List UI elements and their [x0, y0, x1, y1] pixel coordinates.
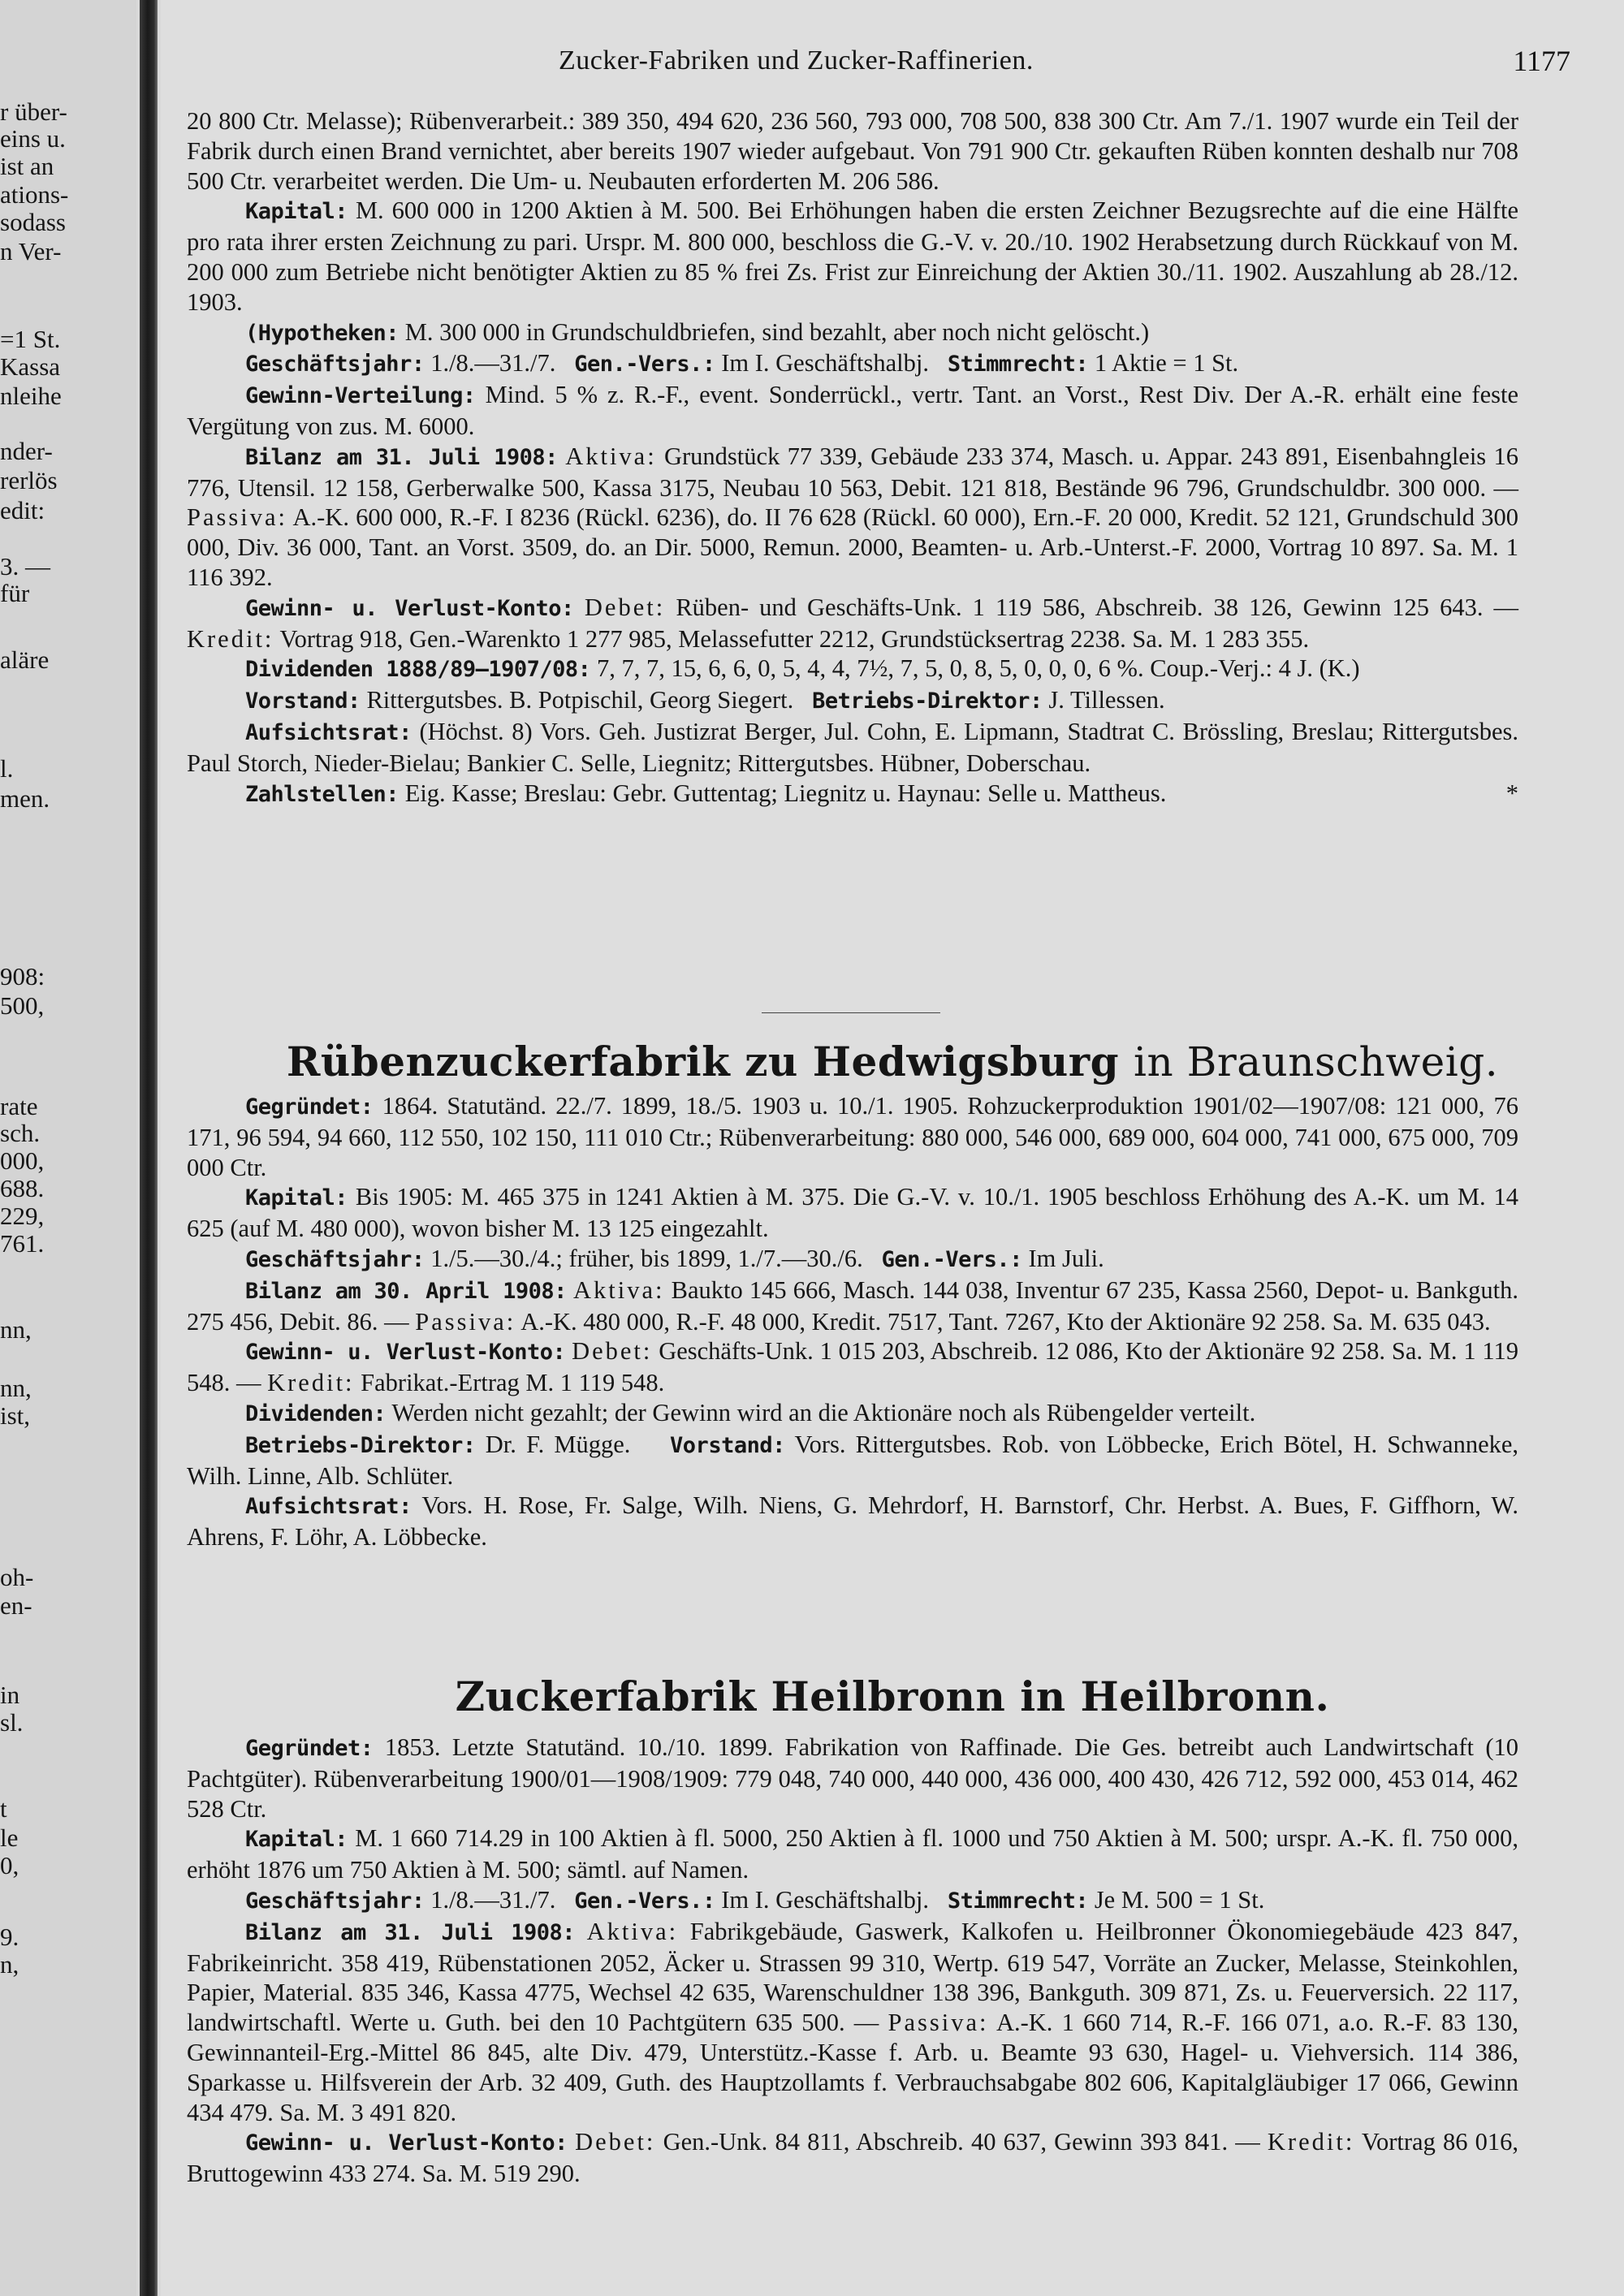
- guv-label: Gewinn- u. Verlust-Konto:: [245, 595, 574, 621]
- running-header-title: Zucker-Fabriken und Zucker-Raffinerien.: [559, 45, 1034, 76]
- left-page-line-fragment: ations-: [0, 180, 69, 209]
- page-number: 1177: [1513, 45, 1570, 77]
- left-page-line-fragment: l.: [0, 754, 14, 783]
- gegruendet-text: 1853. Letzte Statutänd. 10./10. 1899. Fabrikation von Raffinade. Die Ges. betreibt auch Landwirtschaft (10 Pachtgüter). Rübenverarbeitung 1900/01—1908/1909: 779 048, 740 000, 440 000, 436 000, 400 430, 426 712, 592 000, 453 014, 462 528 Ctr.: [187, 1733, 1518, 1823]
- guv-paragraph: [187, 2127, 1518, 2189]
- company-title-location: in Braunschweig.: [1134, 1038, 1499, 1085]
- zahlstellen-paragraph: [187, 779, 1518, 810]
- previous-page-fragment: [0, 0, 136, 2296]
- aufsichtsrat-text: (Höchst. 8) Vors. Geh. Justizrat Berger, Jul. Cohn, E. Lipmann, Stadtrat C. Brössling, Breslau; Rittergutsbes. Paul Storch, Nieder-Bielau; Bankier C. Selle, Liegnitz; Rittergutsbes. Hübner, Doberschau.: [187, 717, 1519, 777]
- kredit-text: Fabrikat.-Ertrag M. 1 119 548.: [361, 1369, 665, 1397]
- left-page-line-fragment: in: [0, 1681, 20, 1709]
- kapital-paragraph: [187, 196, 1518, 317]
- gegruendet-paragraph: [187, 1091, 1518, 1182]
- intro-paragraph: 20 800 Ctr. Melasse); Rübenverarbeit.: 389 350, 494 620, 236 560, 793 000, 708 500, 838 300 Ctr. Am 7./1. 1907 wurde ein Teil der Fabrik durch einen Brand vernichtet, aber bereits 1907 wieder aufgebaut. Von 791 900 Ctr. gekauften Rüben konnten deshalb nur 708 500 Ctr. verarbeitet werden. Die Um- u. Neubauten erforderten M. 206 586.: [187, 107, 1518, 195]
- passiva-word: Passiva:: [415, 1307, 516, 1336]
- kapital-text: Bis 1905: M. 465 375 in 1241 Aktien à M. 375. Die G.-V. v. 10./1. 1905 beschloss Erhöhung des A.-K. um M. 14 625 (auf M. 480 000), wovon bisher M. 13 125 eingezahlt.: [187, 1183, 1518, 1243]
- company-title-hedwigsburg: [161, 1038, 1624, 1085]
- debet-word: Debet:: [584, 593, 666, 621]
- geschaeftsjahr-paragraph: [187, 1885, 1518, 1917]
- aktiva-word: Aktiva:: [586, 1917, 679, 1945]
- geschaeftsjahr-text: 1./5.—30./4.; früher, bis 1899, 1./7.—30./6.: [430, 1244, 863, 1272]
- gegruendet-text: 1864. Statutänd. 22./7. 1899, 18./5. 1903 u. 10./1. 1905. Rohzuckerproduktion 1901/02—1907/08: 121 000, 76 171, 96 594, 94 660, 112 550, 102 150, 111 010 Ctr.; Rübenverarbeitung: 880 000, 546 000, 689 000, 604 000, 741 000, 675 000, 709 000 Ctr.: [187, 1092, 1519, 1181]
- section-continuation: [187, 106, 1518, 809]
- stimmrecht-text: Je M. 500 = 1 St.: [1094, 1885, 1265, 1914]
- left-page-line-fragment: 000,: [0, 1146, 45, 1175]
- book-gutter: [140, 0, 158, 2296]
- dividenden-paragraph: [187, 654, 1518, 685]
- left-page-line-fragment: en-: [0, 1591, 32, 1620]
- left-page-line-fragment: ist an: [0, 152, 54, 180]
- aktiva-word: Aktiva:: [573, 1275, 665, 1304]
- left-page-line-fragment: rate: [0, 1092, 38, 1120]
- left-page-line-fragment: n Ver-: [0, 237, 62, 265]
- kapital-paragraph: [187, 1182, 1518, 1244]
- left-page-line-fragment: nn,: [0, 1315, 32, 1344]
- left-page-line-fragment: sl.: [0, 1708, 24, 1737]
- aktiva-word: Aktiva:: [565, 442, 657, 470]
- vorstand-label: Vorstand:: [670, 1432, 785, 1458]
- hypotheken-paragraph: [187, 317, 1518, 349]
- kapital-text: M. 600 000 in 1200 Aktien à M. 500. Bei Erhöhungen haben die ersten Zeichner Bezugsrechte auf die eine Hälfte pro rata ihrer ersten Zeichnung zu pari. Urspr. M. 800 000, beschloss die G.-V. v. 20./10. 1902 Herabsetzung durch Rückkauf von M. 200 000 zum Betriebe nicht benötigter Aktien zu 85 % frei Zs. Frist zur Einreichung der Aktien 30./11. 1902. Auszahlung ab 28./12. 1903.: [187, 196, 1519, 316]
- kapital-label: Kapital:: [245, 1827, 348, 1853]
- aufsichtsrat-paragraph: [187, 1491, 1518, 1552]
- left-page-line-fragment: rerlös: [0, 466, 58, 494]
- kapital-text: M. 1 660 714.29 in 100 Aktien à fl. 5000, 250 Aktien à fl. 1000 und 750 Aktien à M. 500; urspr. A.-K. fl. 750 000, erhöht 1876 um 750 Aktien à M. 500; sämtl. auf Namen.: [187, 1824, 1519, 1884]
- geschaeftsjahr-text: 1./8.—31./7.: [430, 349, 556, 378]
- bilanz-label: Bilanz am 31. Juli 1908:: [245, 1919, 576, 1945]
- section-divider: [762, 1012, 940, 1013]
- debet-word: Debet:: [575, 2128, 656, 2156]
- stimmrecht-text: 1 Aktie = 1 St.: [1094, 349, 1239, 378]
- bilanz-paragraph: [187, 1917, 1518, 2128]
- page: [161, 0, 1624, 2296]
- guv-label: Gewinn- u. Verlust-Konto:: [245, 1340, 566, 1366]
- dividenden-label: Dividenden 1888/89—1907/08:: [245, 657, 591, 683]
- stimmrecht-label: Stimmrecht:: [947, 352, 1089, 378]
- betriebsdirektor-text: Dr. F. Mügge.: [485, 1430, 631, 1458]
- betriebsdirektor-text: J. Tillessen.: [1048, 686, 1165, 714]
- running-header: [161, 45, 1624, 81]
- gegruendet-label: Gegründet:: [245, 1094, 374, 1120]
- aufsichtsrat-paragraph: [187, 717, 1518, 779]
- vorstand-label: Vorstand:: [245, 688, 361, 714]
- passiva-text: A.-K. 600 000, R.-F. I 8236 (Rückl. 6236), do. II 76 628 (Rückl. 60 000), Ern.-F. 20 000, Kredit. 52 121, Grundschuld 300 000, Div. 36 000, Tant. an Vorst. 3509, do. an Dir. 5000, Remun. 2000, Beamten- u. Arb.-Unterst.-F. 2000, Vortrag 10 897. Sa. M. 1 116 392.: [187, 503, 1518, 591]
- genvers-text: Im Juli.: [1028, 1244, 1104, 1272]
- left-page-line-fragment: aläre: [0, 645, 50, 674]
- gewinnverteilung-paragraph: [187, 380, 1518, 442]
- kredit-word: Kredit:: [1267, 2128, 1355, 2156]
- kredit-word: Kredit:: [187, 624, 274, 653]
- geschaeftsjahr-text: 1./8.—31./7.: [430, 1885, 556, 1914]
- guv-label: Gewinn- u. Verlust-Konto:: [245, 2130, 568, 2156]
- vorstand-text: Vors. Rittergutsbes. Rob. von Löbbecke, Erich Bötel, H. Schwanneke, Wilh. Linne, Alb. Schlüter.: [187, 1430, 1519, 1490]
- bilanz-label: Bilanz am 30. April 1908:: [245, 1278, 567, 1304]
- genvers-text: Im I. Geschäftshalbj.: [721, 1885, 929, 1914]
- left-page-line-fragment: 500,: [0, 991, 45, 1020]
- aktiva-text: Fabrikgebäude, Gaswerk, Kalkofen u. Heilbronner Ökonomiegebäude 423 847, Fabrikeinricht. 358 419, Rübenstationen 2052, Äcker u. Strassen 99 310, Wertp. 619 547, Vorräte an Zucker, Melasse, Steinkohlen, Papier, Material. 835 346, Kassa 4775, Wechsel 42 635, Warenschuldner 138 396, Bankguth. 309 871, Zs. u. Feuerversich. 22 117, landwirtschaftl. Werte u. Guth. bei den 10 Pachtgütern 635 500. —: [187, 1917, 1519, 2037]
- bilanz-paragraph: [187, 1275, 1518, 1337]
- kredit-text: Vortrag 86 016, Bruttogewinn 433 274. Sa. M. 519 290.: [187, 2128, 1519, 2188]
- left-page-line-fragment: 3. —: [0, 552, 50, 580]
- dividenden-text: Werden nicht gezahlt; der Gewinn wird an die Aktionäre noch als Rübengelder verteilt.: [391, 1398, 1256, 1426]
- section-hedwigsburg: [187, 1091, 1518, 1552]
- guv-paragraph: [187, 593, 1518, 654]
- left-page-line-fragment: 688.: [0, 1174, 45, 1202]
- stimmrecht-label: Stimmrecht:: [947, 1888, 1089, 1914]
- left-page-line-fragment: 908:: [0, 962, 45, 990]
- debet-text: Geschäfts-Unk. 1 015 203, Abschreib. 12 086, Kto der Aktionäre 92 258. Sa. M. 1 119 548. —: [187, 1337, 1519, 1397]
- bilanz-paragraph: [187, 442, 1518, 593]
- section-heilbronn: [187, 1733, 1518, 2189]
- vorstand-text: Rittergutsbes. B. Potpischil, Georg Siegert.: [366, 686, 794, 714]
- aufsichtsrat-label: Aufsichtsrat:: [245, 1494, 412, 1520]
- gegruendet-paragraph: [187, 1733, 1518, 1823]
- kredit-text: Vortrag 918, Gen.-Warenkto 1 277 985, Melassefutter 2212, Grundstücksertrag 2238. Sa. M. 1 283 355.: [279, 624, 1310, 653]
- left-page-line-fragment: men.: [0, 784, 50, 813]
- betriebsdirektor-label: Betriebs-Direktor:: [812, 688, 1043, 714]
- zahlstellen-text: Eig. Kasse; Breslau: Gebr. Guttentag; Liegnitz u. Haynau: Selle u. Mattheus.: [404, 779, 1167, 807]
- passiva-text: A.-K. 1 660 714, R.-F. 166 071, a.o. R.-F. 83 130, Gewinnanteil-Erg.-Mittel 86 845, alte Div. 479, Unterstütz.-Kasse f. Arb. u. Beamte 93 630, Hagel- u. Viehversich. 114 386, Sparkasse u. Hilfsverein der Arb. 32 409, Guth. des Hauptzollamts f. Verbrauchsabgabe 802 606, Kapitalgläubiger 17 066, Gewinn 434 479. Sa. M. 3 491 820.: [187, 2009, 1518, 2126]
- aktiva-text: Baukto 145 666, Masch. 144 038, Inventur 67 235, Kassa 2560, Depot- u. Bankguth. 275 456, Debit. 86. —: [187, 1275, 1519, 1336]
- left-page-line-fragment: oh-: [0, 1563, 34, 1591]
- geschaeftsjahr-paragraph: [187, 1244, 1518, 1275]
- left-page-line-fragment: 9.: [0, 1923, 19, 1951]
- left-page-line-fragment: nn,: [0, 1374, 32, 1402]
- left-page-line-fragment: sodass: [0, 208, 66, 236]
- left-page-line-fragment: 229,: [0, 1202, 45, 1230]
- geschaeftsjahr-label: Geschäftsjahr:: [245, 1246, 425, 1272]
- left-page-line-fragment: edit:: [0, 496, 45, 524]
- hypotheken-label: (Hypotheken:: [245, 320, 400, 346]
- geschaeftsjahr-paragraph: [187, 348, 1518, 380]
- left-page-line-fragment: 0,: [0, 1851, 19, 1880]
- zahlstellen-label: Zahlstellen:: [245, 781, 400, 807]
- left-page-line-fragment: nder-: [0, 437, 53, 465]
- betriebsdirektor-label: Betriebs-Direktor:: [245, 1432, 476, 1458]
- passiva-word: Passiva:: [187, 503, 287, 532]
- gewinnverteilung-label: Gewinn-Verteilung:: [245, 383, 476, 409]
- aktiva-text: Grundstück 77 339, Gebäude 233 374, Masch. u. Appar. 243 891, Eisenbahngleis 16 776, Utensil. 12 158, Gerberwalke 500, Kassa 3175, Neubau 10 563, Debit. 121 818, Bestände 96 796, Grundschuldbr. 300 000. —: [187, 442, 1518, 502]
- geschaeftsjahr-label: Geschäftsjahr:: [245, 352, 425, 378]
- kapital-paragraph: [187, 1823, 1518, 1885]
- left-page-line-fragment: r über-: [0, 97, 67, 126]
- gewinnverteilung-text: Mind. 5 % z. R.-F., event. Sonderrückl., vertr. Tant. an Vorst., Rest Div. Der A.-R. erhält eine feste Vergütung von zus. M. 6000.: [187, 381, 1519, 440]
- kapital-label: Kapital:: [245, 199, 348, 225]
- genvers-label: Gen.-Vers.:: [881, 1246, 1022, 1272]
- debet-word: Debet:: [572, 1337, 653, 1366]
- company-title-main: Zuckerfabrik Heilbronn in Heilbronn.: [455, 1672, 1330, 1720]
- betriebsdirektor-paragraph: [187, 1430, 1518, 1491]
- left-page-line-fragment: 761.: [0, 1229, 45, 1258]
- debet-text: Gen.-Unk. 84 811, Abschreib. 40 637, Gewinn 393 841. —: [663, 2128, 1260, 2156]
- left-page-line-fragment: für: [0, 579, 30, 607]
- company-title-heilbronn: [161, 1672, 1624, 1720]
- dividenden-paragraph: [187, 1398, 1518, 1430]
- left-page-line-fragment: sch.: [0, 1119, 41, 1147]
- left-page-line-fragment: eins u.: [0, 124, 66, 153]
- geschaeftsjahr-label: Geschäftsjahr:: [245, 1888, 425, 1914]
- left-page-line-fragment: le: [0, 1823, 19, 1852]
- left-page-line-fragment: n,: [0, 1950, 19, 1979]
- genvers-text: Im I. Geschäftshalbj.: [721, 349, 929, 378]
- debet-text: Rüben- und Geschäfts-Unk. 1 119 586, Abschreib. 38 126, Gewinn 125 643. —: [676, 593, 1519, 621]
- left-page-line-fragment: nleihe: [0, 382, 62, 410]
- dividenden-label: Dividenden:: [245, 1400, 387, 1426]
- genvers-label: Gen.-Vers.:: [574, 352, 715, 378]
- passiva-text: A.-K. 480 000, R.-F. 48 000, Kredit. 7517, Tant. 7267, Kto der Aktionäre 92 258. Sa. M. 635 043.: [520, 1307, 1491, 1336]
- kredit-word: Kredit:: [267, 1369, 355, 1397]
- bilanz-label: Bilanz am 31. Juli 1908:: [245, 444, 558, 470]
- genvers-label: Gen.-Vers.:: [574, 1888, 715, 1914]
- left-page-line-fragment: ist,: [0, 1401, 31, 1430]
- aufsichtsrat-text: Vors. H. Rose, Fr. Salge, Wilh. Niens, G. Mehrdorf, H. Barnstorf, Chr. Herbst. A. Bues, F. Giffhorn, W. Ahrens, F. Löhr, A. Löbbecke.: [187, 1491, 1519, 1552]
- kapital-label: Kapital:: [245, 1185, 348, 1211]
- footnote-star: *: [1505, 779, 1518, 807]
- left-page-line-fragment: t: [0, 1794, 7, 1823]
- passiva-word: Passiva:: [888, 2009, 989, 2037]
- dividenden-text: 7, 7, 7, 15, 6, 6, 0, 5, 4, 4, 7½, 7, 5, 0, 8, 5, 0, 0, 0, 6 %. Coup.-Verj.: 4 J. (K.): [597, 654, 1360, 683]
- left-page-line-fragment: Kassa: [0, 352, 61, 381]
- aufsichtsrat-label: Aufsichtsrat:: [245, 719, 412, 745]
- vorstand-paragraph: [187, 685, 1518, 717]
- hypotheken-text: M. 300 000 in Grundschuldbriefen, sind bezahlt, aber noch nicht gelöscht.): [404, 317, 1150, 346]
- company-title-main: Rübenzuckerfabrik zu Hedwigsburg: [286, 1038, 1120, 1085]
- left-page-line-fragment: =1 St.: [0, 325, 61, 353]
- gegruendet-label: Gegründet:: [245, 1736, 374, 1761]
- guv-paragraph: [187, 1336, 1518, 1398]
